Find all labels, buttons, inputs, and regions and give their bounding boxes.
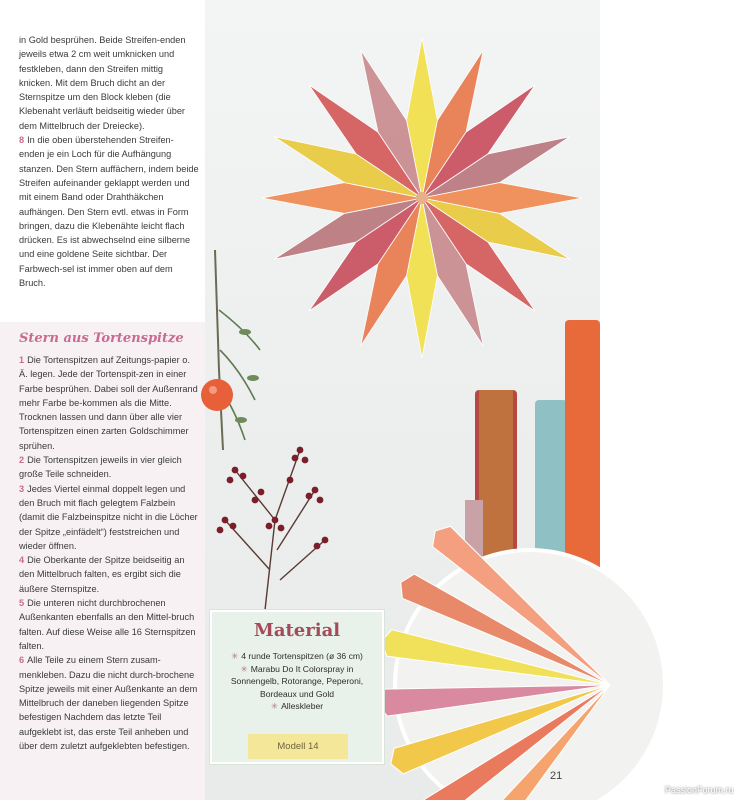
step-4: [19, 553, 199, 596]
step-number: 1: [19, 355, 25, 365]
asterisk-icon: ✳: [240, 663, 248, 674]
step-8: [19, 133, 199, 290]
material-item: ✳ Alleskleber: [270, 701, 324, 711]
berry: [232, 467, 239, 474]
berry: [217, 527, 224, 534]
berry: [306, 493, 313, 500]
berry: [322, 537, 329, 544]
berry: [227, 477, 234, 484]
lace-fan-detail-image: [380, 545, 600, 800]
material-title: Material: [253, 620, 341, 641]
step-number: 4: [19, 555, 25, 566]
intro-paragraph: in Gold besprühen. Beide Streifen-enden jeweils etwa 2 cm weit umknicken und festkleben, dann den Streifen mittig knicken. Mit dem Bruch dicht an der Sternspitze um den Block kleben (die Klebenaht verläuft beidseitig wieder über dem Mittelbruch der Dreiecke).: [19, 35, 186, 131]
berry: [302, 457, 309, 464]
step-text: Die Tortenspitzen jeweils in vier gleich große Teile schneiden.: [19, 455, 182, 480]
step-text: In die oben überstehenden Streifen-enden je ein Loch für die Aufhängung stanzen. Den Stern auffächern, indem beide Streifen aufeinander geklappt werden und mit einem Band oder Drahthäkchen aufhängen. Den Stern evtl. etwas in Form bringen, dazu die Klebenähte leicht flach drücken. Es ist abwechselnd eine silberne und eine goldene Seite sichtbar. Der Farbwech-sel ist immer oben auf dem Bruch.: [19, 135, 199, 289]
berry: [278, 525, 285, 532]
berry: [297, 447, 304, 454]
berry: [312, 487, 319, 494]
step-2: [19, 453, 199, 482]
berry-branches-image: [205, 430, 335, 610]
material-item: ✳ 4 runde Tortenspitzen (ø 36 cm): [231, 651, 363, 661]
step-6: [19, 653, 199, 753]
step-text: Die unteren nicht durchbrochenen Außenkanten ebenfalls an den Mittel-bruch falten. Auf diese Weise alle 16 Sternspitzen falten.: [19, 598, 196, 651]
step-number: 3: [19, 483, 25, 494]
step-number: 2: [19, 455, 25, 466]
asterisk-icon: ✳: [270, 701, 279, 711]
material-list: [218, 650, 376, 713]
step-number: 5: [19, 598, 25, 609]
berry: [222, 517, 229, 524]
berry: [292, 455, 299, 462]
berry: [314, 543, 321, 550]
text-column: [0, 0, 205, 800]
instructions-continued: [19, 33, 199, 290]
step-text: Jedes Viertel einmal doppelt legen und den Bruch mit flach gelegtem Falzbein (damit die Falzbeinspitze nicht in die Löcher der Spitze „einfädelt“) feststreichen und wieder öffnen.: [19, 483, 198, 551]
star-center: [416, 192, 428, 204]
section-star-lace: [19, 331, 199, 753]
asterisk-icon: ✳: [231, 651, 239, 661]
step-3: [19, 482, 199, 553]
page-number: 21: [550, 770, 563, 782]
berry: [287, 477, 294, 484]
watermark: PassionForum.ru: [665, 785, 734, 795]
step-5: [19, 596, 199, 653]
section-title: Stern aus Tortenspitze: [19, 331, 184, 346]
berry: [266, 523, 273, 530]
berry: [317, 497, 324, 504]
step-number: 8: [19, 135, 25, 146]
step-text: Alle Teile zu einem Stern zusam-menkleben. Dazu die nicht durch-brochene Spitze jeweils mit einer Außenkante an dem Mittelbruch der daneben liegenden Spitze befestigen Nachdem das letzte Teil aufgeklebt ist, das erste Teil anheben und über dem zuletzt aufgeklebten befestigen.: [19, 655, 198, 752]
model-label: Modell 14: [248, 734, 348, 759]
step-text: Die Oberkante der Spitze beidseitig an den Mittelbruch falten, es ergibt sich die äußere Sternspitze.: [19, 555, 185, 594]
step-1: [19, 353, 199, 453]
twig-with-ornament-image: [205, 250, 275, 460]
berry: [258, 489, 265, 496]
berry: [230, 523, 237, 530]
material-item: ✳ Marabu Do It Colorspray in Sonnengelb, Rotorange, Peperoni, Bordeaux und Gold: [230, 663, 364, 699]
berry: [252, 497, 259, 504]
step-text: Die Tortenspitzen auf Zeitungs-papier o. Ä. legen. Jede der Tortenspit-zen in einer Farbe besprühen. Dabei soll der Außenrand mehr Farbe be-kommen als die Mitte. Trocknen lassen und dann über alle vier Tortenspitzen einen zarten Goldschimmer sprühen.: [19, 355, 198, 451]
berry: [272, 517, 279, 524]
berry: [240, 473, 247, 480]
step-number: 6: [19, 655, 25, 666]
